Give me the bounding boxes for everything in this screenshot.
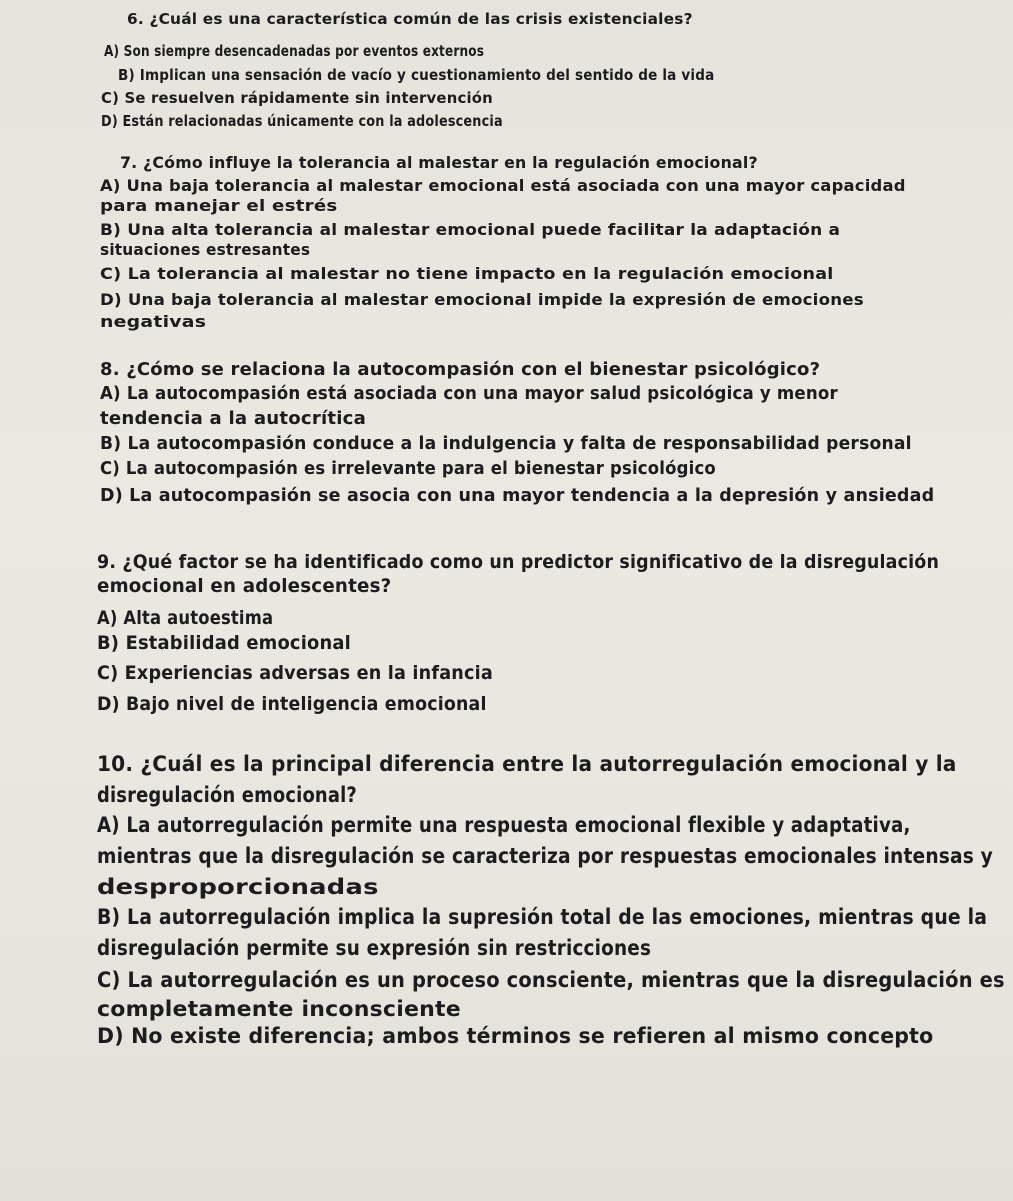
option-b-text: B) La autocompasión conduce a la indulgencia y falta de responsabilidad personal: [100, 434, 912, 454]
option-b-text: situaciones estresantes: [100, 240, 311, 259]
option-d-text: negativas: [100, 312, 207, 331]
question-text: 9. ¿Qué factor se ha identificado como un predictor significativo de la disregulación: [97, 551, 940, 573]
option-c-text: C) Se resuelven rápidamente sin intervención: [101, 89, 493, 107]
option-b-text: B) Implican una sensación de vacío y cuestionamiento del sentido de la vida: [118, 66, 715, 84]
option-a-text: A) La autocompasión está asociada con una mayor salud psicológica y menor: [100, 384, 838, 404]
question-text: emocional en adolescentes?: [97, 575, 392, 597]
option-a-text: A) Son siempre desencadenadas por eventos externos: [104, 42, 485, 60]
option-b-text: B) Estabilidad emocional: [97, 632, 351, 654]
option-d-text: D) Bajo nivel de inteligencia emocional: [97, 693, 487, 715]
option-b-text: disregulación permite su expresión sin restricciones: [97, 936, 652, 960]
option-a-text: A) Alta autoestima: [97, 607, 274, 629]
option-c-text: C) La tolerancia al malestar no tiene impacto en la regulación emocional: [100, 264, 834, 283]
option-d-text: D) Están relacionadas únicamente con la adolescencia: [101, 112, 503, 130]
question-text: 10. ¿Cuál es la principal diferencia entre la autorregulación emocional y la: [97, 752, 957, 776]
option-b-text: B) La autorregulación implica la supresión total de las emociones, mientras que la: [97, 905, 988, 929]
option-a-text: desproporcionadas: [97, 875, 379, 899]
option-a-text: para manejar el estrés: [100, 196, 338, 215]
question-text: 8. ¿Cómo se relaciona la autocompasión con el bienestar psicológico?: [100, 360, 821, 380]
option-b-text: B) Una alta tolerancia al malestar emocional puede facilitar la adaptación a: [100, 220, 841, 239]
option-a-text: A) La autorregulación permite una respuesta emocional flexible y adaptativa,: [97, 813, 911, 837]
question-text: 7. ¿Cómo influye la tolerancia al malestar en la regulación emocional?: [120, 153, 758, 172]
option-d-text: D) No existe diferencia; ambos términos se refieren al mismo concepto: [97, 1024, 934, 1048]
option-c-text: C) La autorregulación es un proceso consciente, mientras que la disregulación es: [97, 968, 1005, 992]
question-text: 6. ¿Cuál es una característica común de las crisis existenciales?: [127, 10, 693, 28]
option-d-text: D) La autocompasión se asocia con una mayor tendencia a la depresión y ansiedad: [100, 486, 935, 506]
option-a-text: mientras que la disregulación se caracteriza por respuestas emocionales intensas y: [97, 844, 993, 868]
option-c-text: C) Experiencias adversas en la infancia: [97, 662, 493, 684]
option-d-text: D) Una baja tolerancia al malestar emocional impide la expresión de emociones: [100, 290, 864, 309]
option-c-text: completamente inconsciente: [97, 997, 461, 1021]
option-a-text: A) Una baja tolerancia al malestar emocional está asociada con una mayor capacidad: [100, 176, 906, 195]
option-a-text: tendencia a la autocrítica: [100, 409, 367, 429]
option-c-text: C) La autocompasión es irrelevante para el bienestar psicológico: [100, 459, 716, 479]
question-text: disregulación emocional?: [97, 783, 357, 807]
